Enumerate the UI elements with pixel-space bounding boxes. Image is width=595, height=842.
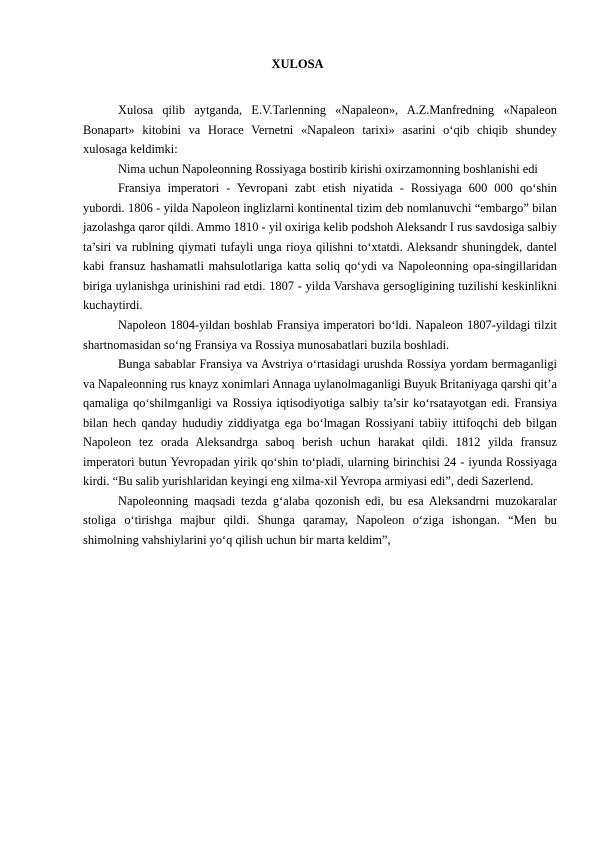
paragraph: Fransiya imperatori - Yevropani zabt etish niyatida - Rossiyaga 600 000 qoʻshin yubordi. 1806 - yilda Napoleon inglizlarni kontinental tizim deb nomlanuvchi “embargo” bilan jazolashga qaror qildi. Ammo 1810 - yil oxiriga kelib podshoh Aleksandr I rus savdosiga salbiy ta’siri va rublning qiymati tufayli unga rioya qilishni toʻxtatdi. Aleksandr shuningdek, dantel kabi fransuz hashamatli mahsulotlariga katta soliq qoʻydi va Napoleonning opa-singillaridan biriga uylanishga urinishini rad etdi. 1807 - yilda Varshava gersogligining tuzilishi keskinlikni kuchaytirdi. (83, 181, 557, 313)
paragraph: Napoleonning maqsadi tezda gʻalaba qozonish edi, bu esa Aleksandrni muzokaralar stoliga oʻtirishga majbur qildi. Shunga qaramay, Napoleon oʻziga ishongan. “Men bu shimolning vahshiylarini yoʻq qilish uchun bir marta keldim”, (83, 493, 557, 548)
paragraph: Napoleon 1804-yildan boshlab Fransiya imperatori boʻldi. Napaleon 1807-yildagi tilzit shartnomasidan soʻng Fransiya va Rossiya munosabatlari buzila boshladi. (83, 318, 557, 352)
page-title: XULOSA (271, 57, 324, 71)
paragraph: Xulosa qilib aytganda, E.V.Tarlenning «Napaleon», A.Z.Manfredning «Napaleon Bonapart» kitobini va Horace Vernetni «Napaleon tarixi» asarini oʻqib chiqib shundey xulosaga keldimki: (83, 103, 557, 157)
document-body (83, 101, 557, 551)
paragraph: Nima uchun Napoleonning Rossiyaga bostirib kirishi oxirzamonning boshlanishi edi (118, 161, 538, 176)
paragraph: Bunga sabablar Fransiya va Avstriya oʻrtasidagi urushda Rossiya yordam bermaganligi va Napaleonning rus knayz xonimlari Annaga uylanolmaganligi Buyuk Britaniyaga qarshi qit’a qamaliga qoʻshilmganligi va Rossiya iqtisodiyotiga salbiy ta’sir koʻrsatayotgan edi. Fransiya bilan hech qanday hududiy ziddiyatga ega boʻlmagan Rossiyani tabiiy ittifoqchi deb bilgan Napoleon tez orada Aleksandrga saboq berish uchun harakat qildi. 1812 yilda fransuz imperatori butun Yevropadan yirik qoʻshin toʻpladi, ularning birinchisi 24 - iyunda Rossiyaga kirdi. “Bu salib yurishlaridan keyingi eng xilma-xil Yevropa armiyasi edi”, dedi Sazerlend. (83, 357, 557, 489)
